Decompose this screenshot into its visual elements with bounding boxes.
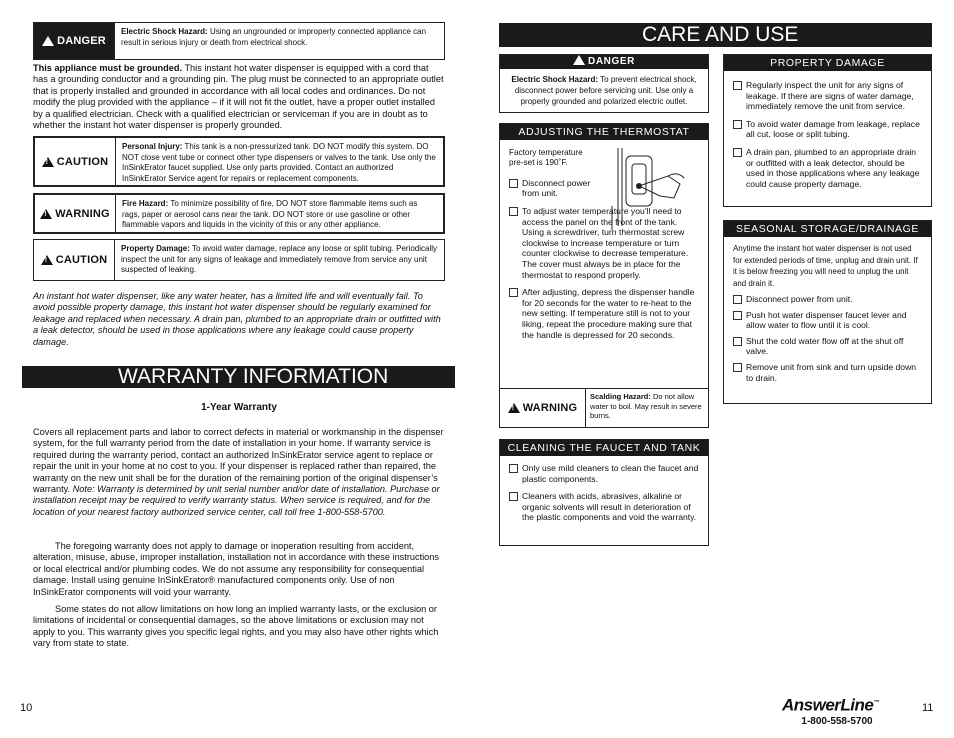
thermostat-illustration bbox=[608, 146, 688, 231]
property-damage-panel bbox=[723, 54, 932, 207]
grounding-paragraph: This appliance must be grounded. This instant hot water dispenser is equipped with a cord that has a grounding conductor and a grounding pin. The plug must be connected to an appropriate outlet that is properly installed and grounded in accordance with all local codes and ordinances. Do not modify the plug provided with the appliance – if it will not fit the outlet, have a proper outlet installed by a qualified electrician. Check with a qualified electrician or serviceman if you are in doubt as to whether the instant hot water dispenser is properly grounded. bbox=[33, 63, 444, 131]
leak-italic-paragraph: An instant hot water dispenser, like any water heater, has a limited life and will eventually fail. To avoid possible property damage, this instant hot water dispenser should be regularly examined for leakage and replaced when necessary. A drain pan, plumbed to an appropriate drain or outfitted with a leak detector, should be used in those applications where any leakage could cause property damage. bbox=[33, 291, 441, 347]
storage-intro: Anytime the instant hot water dispenser is not used for extended periods of time, unplug and drain unit. If it is below freezing you will need to unplug the unit and drain it. bbox=[733, 244, 918, 288]
caution-label: ! CAUTION bbox=[34, 240, 115, 280]
warranty-title-bar: WARRANTY INFORMATION bbox=[22, 366, 455, 388]
checkbox-icon bbox=[509, 464, 518, 473]
checkbox-icon bbox=[509, 179, 518, 188]
checkbox-icon bbox=[509, 492, 518, 501]
warranty-subtitle: 1-Year Warranty bbox=[201, 402, 277, 413]
thermostat-intro: Factory temperature pre-set is 190˚F. bbox=[509, 148, 583, 168]
caution-personal-injury-box: ! CAUTION Personal Injury: This tank is a non-pressurized tank. DO NOT modify this system. DO NOT close vent tube or connect other type dispensers or valves to the tank. Use only the InSinkErator faucet supplied. Use only parts provided. Contact an authorized InSinkErator Service agent for repairs or replacement components. bbox=[33, 136, 445, 187]
checkbox-icon bbox=[733, 120, 742, 129]
checkbox-icon bbox=[733, 363, 742, 372]
checkbox-icon bbox=[733, 81, 742, 90]
warning-triangle-icon bbox=[40, 209, 52, 219]
danger-shock-panel: !DANGER Electric Shock Hazard: To prevent electrical shock, disconnect power before servicing unit. Use only a properly grounded and polarized electric outlet. bbox=[499, 54, 709, 113]
answerline-phone: 1-800-558-5700 bbox=[801, 715, 873, 727]
checklist-item: Cleaners with acids, abrasives, alkaline or organic solvents will result in deterioration of the plastic components and void the warranty. bbox=[509, 491, 699, 523]
checkbox-icon bbox=[733, 148, 742, 157]
warning-triangle-icon bbox=[42, 157, 54, 167]
answerline-logo: AnswerLine™ 1-800-558-5700 bbox=[782, 694, 892, 727]
warning-triangle-icon bbox=[573, 55, 585, 65]
checklist-item: After adjusting, depress the dispenser handle for 20 seconds for the water to re-heat to the new setting. If temperature still is not to your liking, repeat the procedure making sure that the handle is depressed for 20 seconds. bbox=[509, 287, 699, 340]
danger-electric-shock-box bbox=[33, 22, 445, 60]
page-number-left: 10 bbox=[20, 702, 33, 714]
warning-triangle-icon bbox=[41, 255, 53, 265]
danger-label: ! DANGER bbox=[34, 23, 115, 59]
warning-fire-hazard-box: ! WARNING Fire Hazard: To minimize possibility of fire, DO NOT store flammable items such as rags, paper or aerosol cans near the tank. DO NOT store or use gasoline or other flammable vapors and liquids in the vicinity of this or any other appliance. bbox=[33, 193, 445, 234]
seasonal-storage-header: SEASONAL STORAGE/DRAINAGE bbox=[724, 221, 931, 237]
checklist-item: To adjust water temperature you’ll need to access the panel on the front of the tank. Using a screwdriver, turn thermostat screw clockwise to increase temperature or turn counter clockwise to decrease temperature. The cover must always be in place for the thermostat to respond properly. bbox=[509, 206, 699, 280]
warning-triangle-icon bbox=[42, 36, 54, 46]
cleaning-panel bbox=[499, 439, 709, 546]
page-number-right: 11 bbox=[922, 702, 934, 714]
checklist-item: Remove unit from sink and turn upside down to drain. bbox=[733, 362, 922, 383]
checkbox-icon bbox=[733, 311, 742, 320]
property-damage-header: PROPERTY DAMAGE bbox=[724, 55, 931, 71]
checklist-item: Push hot water dispenser faucet lever and allow water to flow until it is cool. bbox=[733, 310, 922, 331]
caution-label: ! CAUTION bbox=[35, 138, 116, 185]
checklist-item: Shut the cold water flow off at the shut off valve. bbox=[733, 336, 922, 357]
checkbox-icon bbox=[509, 288, 518, 297]
checklist-item: Only use mild cleaners to clean the faucet and plastic components. bbox=[509, 463, 699, 484]
warning-label: ! WARNING bbox=[500, 389, 586, 427]
checklist-item: Disconnect power from unit. bbox=[733, 294, 922, 305]
warranty-paragraph-2: The foregoing warranty does not apply to damage or inoperation resulting from accident, alteration, misuse, abuse, improper installation, installation not in accordance with these instructions or local electrical and/or plumbing codes. We do not assume any responsibility for consequential damage. Install using genuine InSinkErator® manufactured components only. Use of non InSinkErator components will void your warranty. bbox=[33, 541, 439, 597]
checklist-item: Regularly inspect the unit for any signs of leakage. If there are signs of water damage, immediately remove the unit from service. bbox=[733, 80, 922, 112]
warning-label: ! WARNING bbox=[35, 195, 116, 232]
checklist-item: A drain pan, plumbed to an appropriate drain or outfitted with a leak detector, should be used in those applications where any leakage could cause property damage. bbox=[733, 147, 922, 189]
danger-title: Electric Shock Hazard: bbox=[121, 27, 208, 36]
checklist-item: Disconnect power from unit. bbox=[509, 178, 699, 199]
checkbox-icon bbox=[509, 207, 518, 216]
cleaning-header: CLEANING THE FAUCET AND TANK bbox=[500, 440, 708, 456]
checklist-item: To avoid water damage from leakage, replace all cut, loose or split tubing. bbox=[733, 119, 922, 140]
thermostat-panel bbox=[499, 123, 709, 428]
seasonal-storage-panel bbox=[723, 220, 932, 404]
checkbox-icon bbox=[733, 337, 742, 346]
warranty-paragraph-1: Covers all replacement parts and labor to correct defects in material or workmanship in the dispenser system, for the full warranty period from the date of installation in your home. If warranty service is required during the warranty period, contact an authorized InSinkErator service agent to replace or repair the unit in your home at no cost to you. If your dispenser is replaced rather than repaired, the warranty on the new unit shall be for the duration of the remaining portion of the original dispenser’s warranty. Note: Warranty is determined by unit serial number and/or date of installation. Purchase or installation receipt may be required to verify warranty status. When service is required, and for the location of your nearest factory authorized service center, call toll free 1-800-558-5700. bbox=[33, 427, 444, 517]
thermostat-header: ADJUSTING THE THERMOSTAT bbox=[500, 124, 708, 140]
scalding-warning-box: ! WARNING Scalding Hazard: Do not allow water to boil. May result in severe burns. bbox=[500, 388, 708, 427]
danger-text: Using an ungrounded or improperly connected appliance can result in serious injury or death from electrical shock. bbox=[121, 27, 427, 47]
warning-triangle-icon bbox=[508, 403, 520, 413]
danger-header: !DANGER bbox=[500, 55, 708, 69]
caution-property-damage-box: ! CAUTION Property Damage: To avoid water damage, replace any loose or split tubing. Periodically inspect the unit for any signs of leakage and immediately remove from service any unit suspected of leaking. bbox=[33, 239, 445, 281]
care-and-use-title-bar: CARE AND USE bbox=[499, 23, 932, 47]
warranty-paragraph-3: Some states do not allow limitations on how long an implied warranty lasts, or the exclusion or limitations of incidental or consequential damages, so the above limitations or exclusion may not apply to you. This warranty gives you specific legal rights, and you may also have other rights which vary from state to state. bbox=[33, 604, 439, 649]
checkbox-icon bbox=[733, 295, 742, 304]
